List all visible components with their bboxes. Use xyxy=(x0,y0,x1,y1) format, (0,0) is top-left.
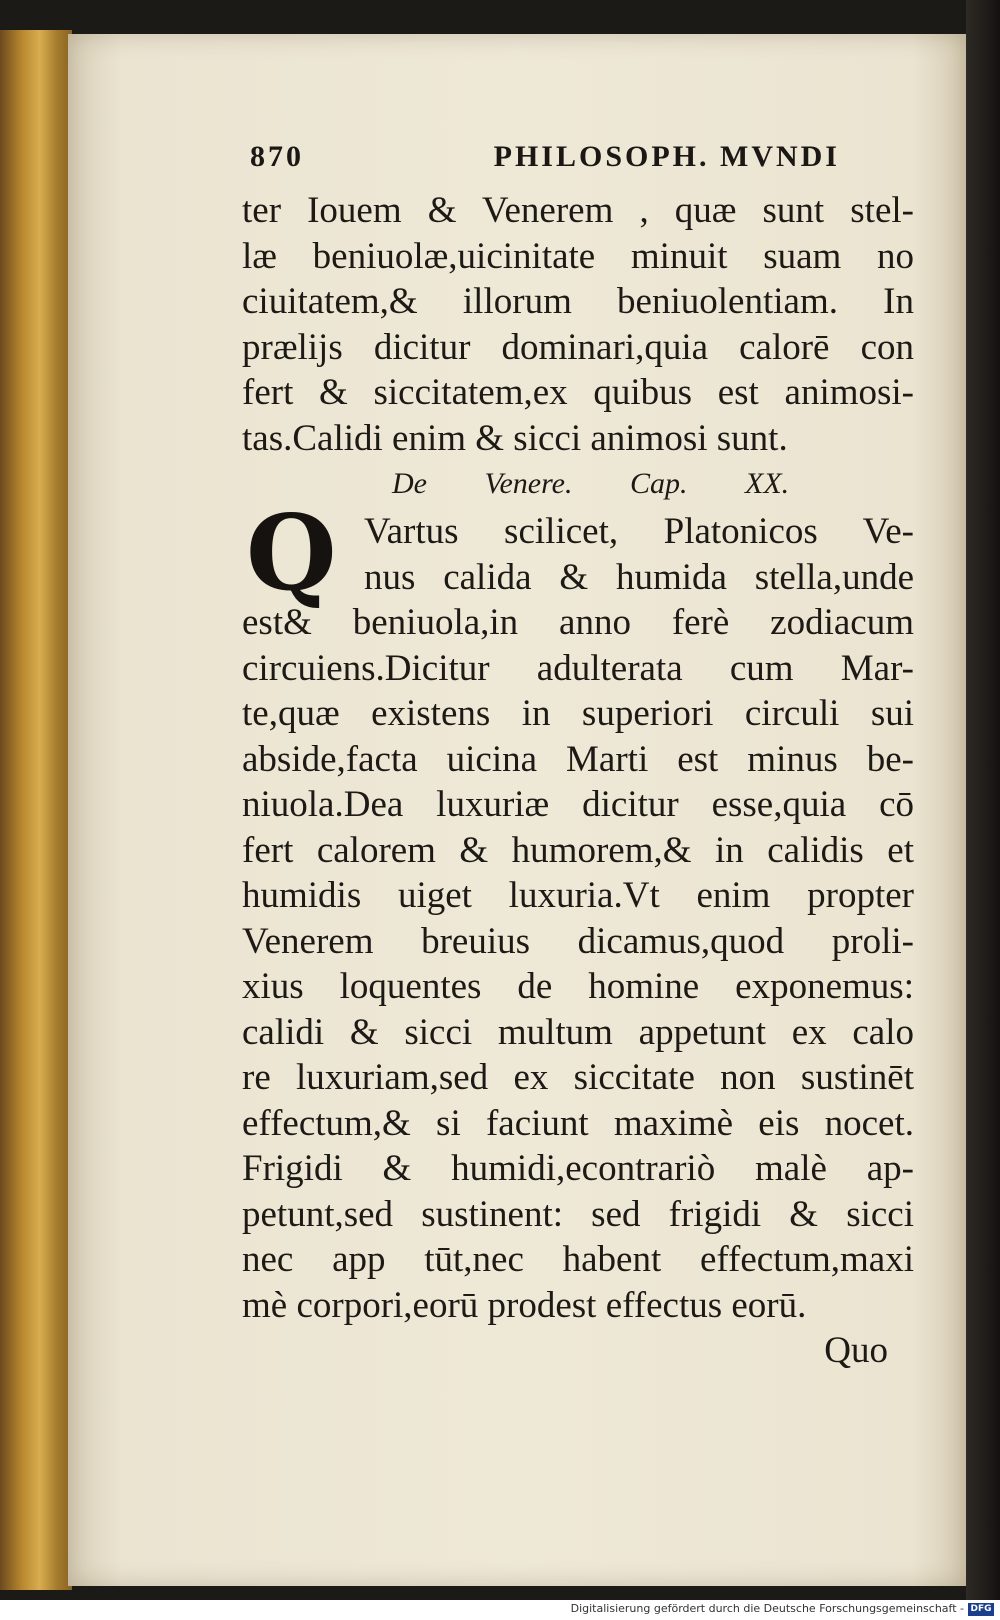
running-title: PHILOSOPH. MVNDI xyxy=(493,140,840,173)
text-block xyxy=(242,188,914,1374)
text-line: ter Iouem & Venerem , quæ sunt stel- xyxy=(242,190,914,231)
text-line: effectum,& si faciunt maximè eis nocet. xyxy=(242,1102,914,1144)
text-line: prælijs dicitur dominari,quia calorē con xyxy=(242,326,914,368)
book-cover-edge xyxy=(966,0,1000,1600)
page-header xyxy=(250,140,840,184)
digitization-credit: Digitalisierung gefördert durch die Deutsche Forschungsgemeinschaft - xyxy=(570,1602,964,1615)
chapter-heading: De Venere. Cap. XX. xyxy=(392,467,790,500)
dfg-logo: DFG xyxy=(968,1603,994,1616)
text-line: nec app tūt,nec habent effectum,maxi xyxy=(242,1239,914,1280)
text-line: xius loquentes de homine exponemus: xyxy=(242,966,914,1007)
text-line: nus calida & humida stella,unde xyxy=(364,556,914,598)
book-edge xyxy=(0,30,72,1590)
text-line: Vartus scilicet, Platonicos Ve- xyxy=(364,511,914,552)
text-line: circuiens.Dicitur adulterata cum Mar- xyxy=(242,647,914,689)
initial-paragraph xyxy=(242,491,914,614)
text-line: abside,facta uicina Marti est minus be- xyxy=(242,738,914,780)
text-line: tas.Calidi enim & sicci animosi sunt. xyxy=(242,417,788,459)
text-line: calidi & sicci multum appetunt ex calo xyxy=(242,1011,914,1053)
page-number: 870 xyxy=(250,140,304,173)
text-line: Frigidi & humidi,econtrariò malè ap- xyxy=(242,1148,914,1189)
drop-cap: Q xyxy=(246,491,337,614)
text-line: fert calorem & humorem,& in calidis et xyxy=(242,829,914,871)
text-line: est& beniuola,in anno ferè zodiacum xyxy=(242,602,914,643)
text-line: petunt,sed sustinent: sed frigidi & sicci xyxy=(242,1193,914,1235)
text-line: læ beniuolæ,uicinitate minuit suam no xyxy=(242,235,914,277)
lines-before-heading xyxy=(242,188,914,461)
text-line: te,quæ existens in superiori circuli sui xyxy=(242,693,914,734)
text-line: ciuitatem,& illorum beniuolentiam. In xyxy=(242,281,914,322)
catchword: Quo xyxy=(824,1330,888,1371)
text-line: mè corpori,eorū prodest effectus eorū. xyxy=(242,1284,807,1326)
footer xyxy=(0,1600,1000,1620)
text-line: niuola.Dea luxuriæ dicitur esse,quia cō xyxy=(242,784,914,825)
text-line: fert & siccitatem,ex quibus est animosi- xyxy=(242,372,914,413)
text-line: re luxuriam,sed ex siccitate non sustinēt xyxy=(242,1057,914,1098)
text-line: Venerem breuius dicamus,quod proli- xyxy=(242,920,914,962)
lines-after-heading xyxy=(242,600,914,1328)
text-line: humidis uiget luxuria.Vt enim propter xyxy=(242,875,914,916)
